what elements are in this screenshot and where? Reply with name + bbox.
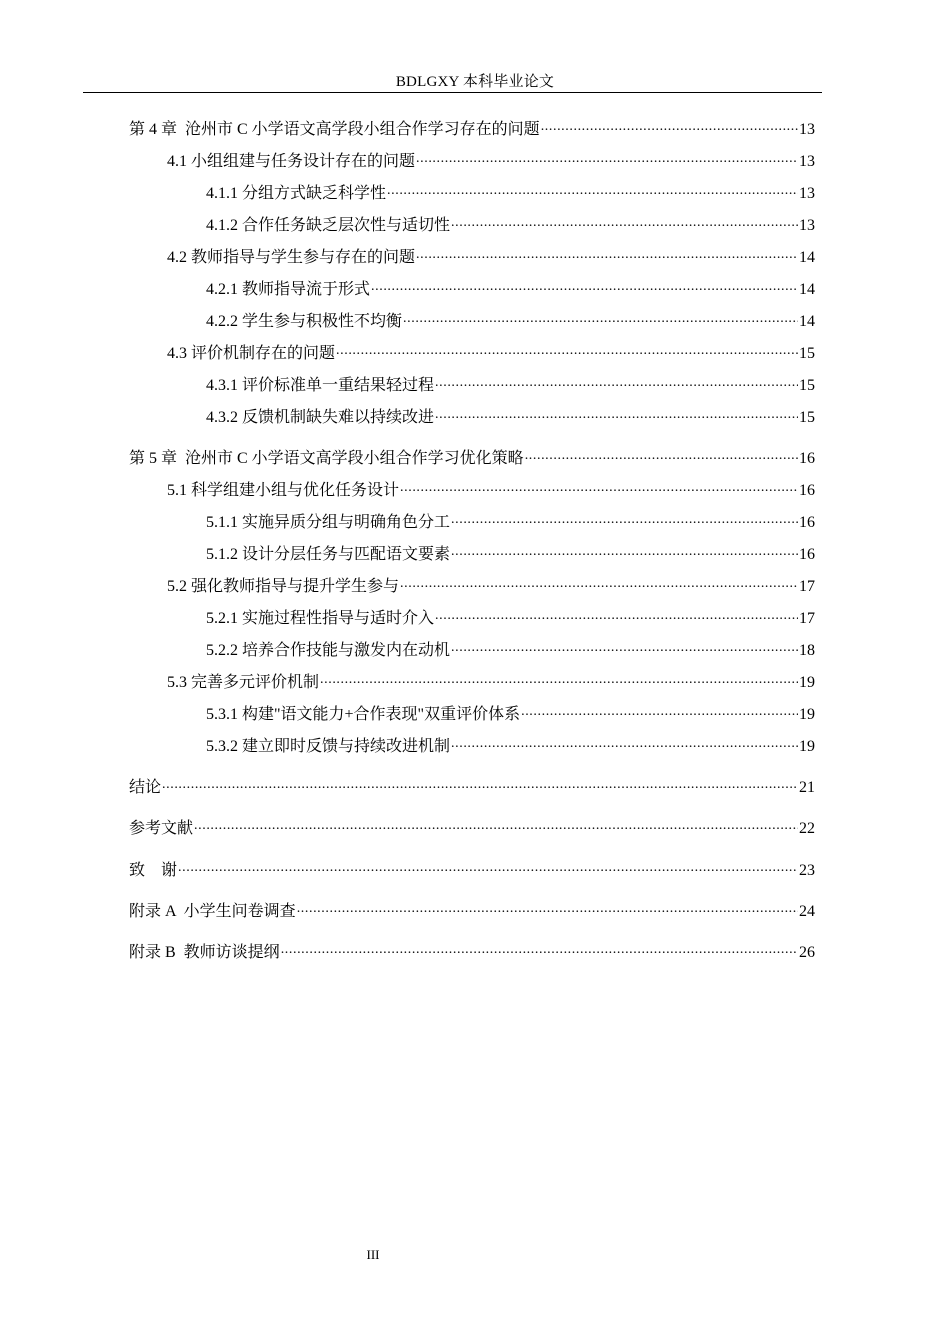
toc-entry-title: 5.3.2 建立即时反馈与持续改进机制	[206, 738, 451, 755]
toc-entry-page: 13	[799, 217, 815, 234]
toc-entry-page: 16	[799, 546, 815, 563]
toc-entry-title: 4.3.2 反馈机制缺失难以持续改进	[206, 409, 435, 426]
toc-entry[interactable]	[129, 778, 815, 798]
toc-entry-page: 19	[799, 706, 815, 723]
toc-entry[interactable]	[129, 449, 815, 469]
toc-entry-title: 4.2.2 学生参与积极性不均衡	[206, 313, 403, 330]
toc-dot-leader	[435, 376, 798, 390]
toc-dot-leader	[416, 152, 798, 166]
toc-dot-leader	[525, 449, 798, 463]
toc-entry[interactable]	[129, 943, 815, 963]
toc-entry-page: 16	[799, 482, 815, 499]
toc-entry-title: 5.3 完善多元评价机制	[167, 674, 320, 691]
toc-entry[interactable]	[167, 481, 815, 501]
toc-dot-leader	[297, 902, 798, 916]
page-number: III	[366, 1247, 380, 1262]
toc-dot-leader	[451, 737, 798, 751]
toc-entry-title: 附录 B 教师访谈提纲	[129, 944, 280, 961]
toc-entry-page: 13	[799, 121, 815, 138]
toc-dot-leader	[541, 120, 798, 134]
toc-entry-title: 4.2 教师指导与学生参与存在的问题	[167, 249, 416, 266]
toc-entry-page: 17	[799, 610, 815, 627]
toc-entry-page: 18	[799, 642, 815, 659]
toc-entry[interactable]	[206, 641, 815, 661]
toc-dot-leader	[521, 705, 798, 719]
toc-entry[interactable]	[167, 577, 815, 597]
toc-entry-page: 16	[799, 450, 815, 467]
toc-dot-leader	[320, 673, 798, 687]
toc-entry[interactable]	[206, 513, 815, 533]
toc-dot-leader	[435, 609, 798, 623]
toc-entry-page: 24	[799, 903, 815, 920]
toc-dot-leader	[178, 861, 798, 875]
toc-dot-leader	[416, 248, 798, 262]
toc-entry[interactable]	[206, 609, 815, 629]
toc-entry[interactable]	[167, 152, 815, 172]
toc-entry-page: 19	[799, 738, 815, 755]
toc-dot-leader	[451, 641, 798, 655]
toc-dot-leader	[400, 481, 798, 495]
toc-entry-page: 23	[799, 862, 815, 879]
toc-entry-title: 结论	[129, 779, 162, 796]
toc-entry-page: 15	[799, 377, 815, 394]
toc-dot-leader	[281, 943, 798, 957]
toc-entry[interactable]	[206, 737, 815, 757]
header-rule	[83, 92, 822, 93]
toc-entry-title: 第 5 章 沧州市 C 小学语文高学段小组合作学习优化策略	[129, 450, 524, 467]
toc-entry-page: 15	[799, 345, 815, 362]
toc-entry-title: 5.1.2 设计分层任务与匹配语文要素	[206, 546, 451, 563]
toc-entry-title: 附录 A 小学生问卷调查	[129, 903, 296, 920]
toc-dot-leader	[400, 577, 798, 591]
toc-entry-title: 5.2.1 实施过程性指导与适时介入	[206, 610, 435, 627]
toc-entry-title: 4.1.2 合作任务缺乏层次性与适切性	[206, 217, 451, 234]
toc-dot-leader	[451, 513, 798, 527]
toc-entry-title: 4.1.1 分组方式缺乏科学性	[206, 185, 387, 202]
toc-entry[interactable]	[167, 673, 815, 693]
toc-entry[interactable]	[206, 280, 815, 300]
toc-entry[interactable]	[206, 408, 815, 428]
toc-dot-leader	[162, 778, 798, 792]
toc-entry-page: 21	[799, 779, 815, 796]
toc-dot-leader	[451, 545, 798, 559]
toc-entry-page: 15	[799, 409, 815, 426]
toc-entry[interactable]	[167, 248, 815, 268]
toc-entry[interactable]	[206, 545, 815, 565]
toc-dot-leader	[451, 216, 798, 230]
toc-entry[interactable]	[167, 344, 815, 364]
toc-entry-page: 14	[799, 313, 815, 330]
toc-entry[interactable]	[129, 861, 815, 881]
toc-dot-leader	[387, 184, 798, 198]
toc-entry-page: 26	[799, 944, 815, 961]
toc-entry[interactable]	[206, 312, 815, 332]
toc-entry-title: 5.3.1 构建"语文能力+合作表现"双重评价体系	[206, 706, 521, 723]
toc-entry[interactable]	[129, 902, 815, 922]
toc-entry-page: 22	[799, 820, 815, 837]
toc-entry-title: 5.2 强化教师指导与提升学生参与	[167, 578, 400, 595]
toc-dot-leader	[336, 344, 798, 358]
toc-entry[interactable]	[206, 184, 815, 204]
toc-entry-page: 14	[799, 281, 815, 298]
toc-dot-leader	[403, 312, 798, 326]
toc-entry-title: 参考文献	[129, 820, 194, 837]
toc-dot-leader	[371, 280, 798, 294]
toc-entry[interactable]	[206, 705, 815, 725]
toc-entry[interactable]	[129, 120, 815, 140]
running-header: BDLGXY 本科毕业论文	[395, 74, 555, 90]
toc-dot-leader	[194, 819, 798, 833]
toc-entry-page: 13	[799, 153, 815, 170]
toc-entry[interactable]	[206, 376, 815, 396]
toc-entry-title: 4.3.1 评价标准单一重结果轻过程	[206, 377, 435, 394]
toc-entry-title: 5.1 科学组建小组与优化任务设计	[167, 482, 400, 499]
toc-dot-leader	[435, 408, 798, 422]
toc-entry-page: 14	[799, 249, 815, 266]
toc-entry-title: 致 谢	[129, 862, 178, 879]
toc-entry-page: 16	[799, 514, 815, 531]
toc-entry[interactable]	[206, 216, 815, 236]
toc-entry-page: 17	[799, 578, 815, 595]
toc-entry-title: 4.3 评价机制存在的问题	[167, 345, 336, 362]
toc-entry-title: 第 4 章 沧州市 C 小学语文高学段小组合作学习存在的问题	[129, 121, 540, 138]
toc-entry-title: 4.1 小组组建与任务设计存在的问题	[167, 153, 416, 170]
toc-entry-title: 4.2.1 教师指导流于形式	[206, 281, 371, 298]
toc-entry[interactable]	[129, 819, 815, 839]
toc-entry-title: 5.1.1 实施异质分组与明确角色分工	[206, 514, 451, 531]
toc-entry-page: 13	[799, 185, 815, 202]
toc-entry-title: 5.2.2 培养合作技能与激发内在动机	[206, 642, 451, 659]
toc-entry-page: 19	[799, 674, 815, 691]
